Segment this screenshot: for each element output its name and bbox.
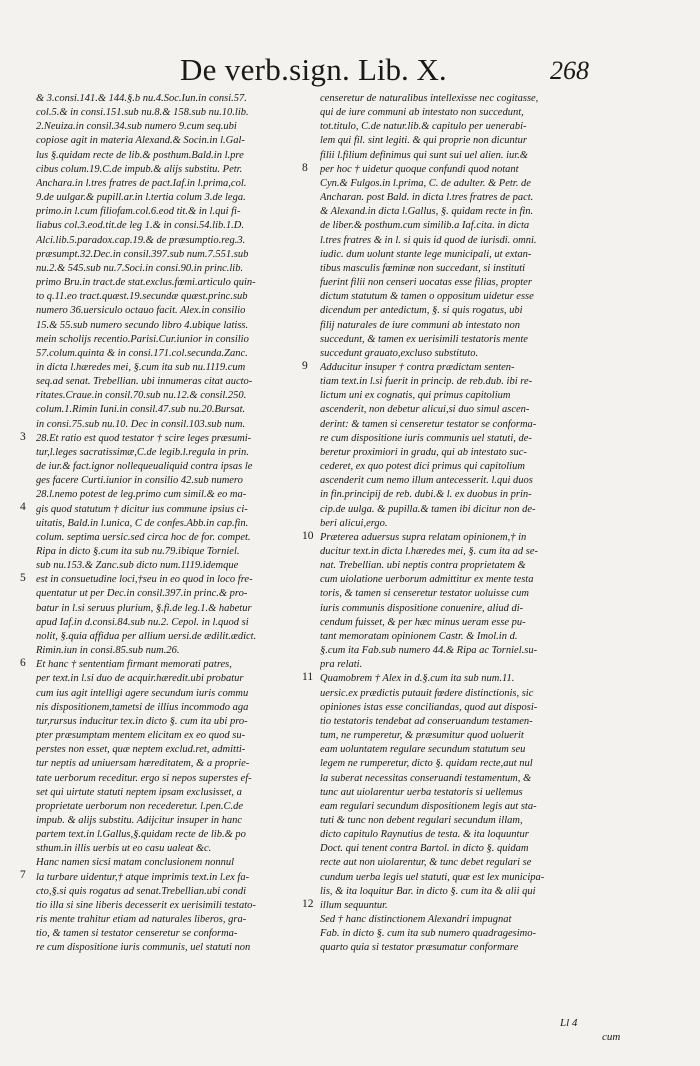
text-line: de iur.& fact.ignor nollequeualiquid contra ipsas le [36, 461, 253, 473]
text-line: recte aut non uiolarentur, & tunc debet regulari se [320, 857, 532, 869]
text-line: censeretur de naturalibus intellexisse nec cogitasse, [320, 93, 539, 104]
text-line: cendum fuisset, & per hæc minus ueram esse pu- [320, 616, 526, 628]
text-line: Doct. qui tenent contra Bartol. in dicto §. quidam [320, 843, 529, 855]
right-text-column [320, 92, 590, 956]
text-line: qui de iure communi ab intestato non succedunt, [320, 107, 524, 119]
margin-note-number: 4 [20, 501, 26, 514]
text-line: cto,§.si quis rogatus ad senat.Trebellian.ubi condi [36, 885, 247, 897]
text-line: Alci.lib.5.paradox.cap.19.& de præsumptio.reg.3. [36, 234, 246, 246]
text-line: beri alicui,ergo. [320, 517, 388, 529]
text-line: per hoc † uidetur quoque confundi quod notant [320, 163, 519, 175]
text-line: opiniones istas esse conciliandas, quod aut disposi- [320, 701, 538, 713]
text-line: succedunt grauato,excluso substituto. [320, 347, 479, 359]
text-line: tot.titulo, C.de natur.lib.& capitulo per uenerabi- [320, 121, 527, 133]
margin-note-number: 11 [302, 671, 314, 684]
text-line: 2.Neuiza.in consil.34.sub numero 9.cum seq.ubi [36, 121, 237, 133]
text-line: cibus colum.19.C.de impub.& alijs substitu. Petr. [36, 163, 243, 175]
text-line: illum sequuntur. [320, 899, 388, 911]
text-line: uitatis, Bald.in l.unica, C de confes.Abb.in cap.fin. [36, 517, 249, 529]
text-line: Quamobrem † Alex in d.§.cum ita sub num.11. [320, 673, 515, 685]
text-line: ges facere Curti.iunior in consilio 42.sub numero [36, 475, 243, 487]
margin-note-number: 5 [20, 572, 26, 585]
text-line: cum uiolatione uerborum admittitur ex mente testa [320, 574, 534, 586]
text-line: Sed † hanc distinctionem Alexandri impugnat [320, 914, 512, 926]
running-header [180, 52, 620, 92]
text-line: mein scholijs recentio.Parisi.Cur.iunior in consilio [36, 333, 249, 345]
text-line: 57.colum.quinta & in consi.171.col.secunda.Zanc. [36, 347, 248, 359]
text-line: l.tres fratres & in l. si quis id quod de iurisdi. omni. [320, 234, 537, 246]
text-line: nu.2.& 545.sub nu.7.Soci.in consi.90.in princ.lib. [36, 262, 244, 274]
text-line: filii l.filium definimus qui sunt sui uel alien. iur.& [320, 149, 528, 161]
text-line: Rimin.iun in consi.85.sub num.26. [36, 645, 180, 657]
text-line: filij naturales de iure communi ab intestato non [320, 319, 520, 331]
text-line: lus §.quidam recte de lib.& posthum.Bald.in l.pre [36, 149, 244, 161]
margin-note-number: 6 [20, 657, 26, 669]
text-line: lis, & ita loquitur Bar. in dicto §. cum ita & alii qui [320, 885, 536, 897]
book-number: Lib. X. [358, 52, 447, 87]
text-line: tur,rursus inducitur tex.in dicto §. cum ita ubi pro- [36, 715, 248, 727]
margin-note-number: 7 [20, 869, 26, 882]
text-line: succedunt, & tamen ex uerisimili testatoris mente [320, 333, 528, 345]
text-line: tibus masculis fœminæ non succedant, si instituti [320, 262, 526, 274]
text-line: la suberat necessitas conseruandi testamentum, & [320, 772, 532, 784]
text-line: dictum statutum & tamen o oppositum uidetur esse [320, 291, 534, 303]
text-line: nis dispositionem,tametsi de illius incommodo aga [36, 701, 249, 713]
text-line: eam regulari secundum dispositionem legis aut sta- [320, 800, 537, 812]
text-line: uersic.ex prædictis putauit fœdere distinctionis, sic [320, 687, 534, 699]
text-line: per text.in l.si duo de acquir.hæredit.ubi probatur [36, 673, 244, 685]
text-line: Cyn.& Fulgos.in l.prima, C. de adulter. & Petr. de [320, 177, 531, 189]
text-line: Ancharan. post Bald. in dicta l.tres fratres de pact. [320, 192, 534, 204]
signature-mark: Ll 4 [560, 1017, 578, 1029]
text-line: partem text.in l.Gallus,§.quidam recte de lib.& po [36, 829, 246, 841]
text-line: cum ius agit intelligi agere secundum iuris commu [36, 687, 249, 699]
text-line: & Alexand.in dicta l.Gallus, §. quidam recte in fin. [320, 206, 534, 218]
margin-note-number: 9 [302, 359, 308, 372]
text-line: lictum uni ex cognatis, qui primus capitolium [320, 390, 511, 402]
text-line: est in consuetudine loci,†seu in eo quod in loco fre- [36, 574, 253, 586]
text-line: ducitur text.in dicta l.hæredes mei, §. cum ita ad se- [320, 546, 539, 557]
text-line: set qui uirtute statuti neptem ipsam exclusisset, a [36, 786, 242, 798]
text-line: cip.de uulga. & pupilla.& tamen ibi dicitur non de- [320, 503, 536, 515]
text-line: toris, & tamen si censeretur testator uoluisse cum [320, 588, 530, 600]
text-line: dicendum per antedictum, §. si quis rogatus, ubi [320, 305, 523, 317]
text-line: beretur proximiori in gradu, qui ab intestato suc- [320, 446, 527, 458]
text-line: to q.11.eo tract.quæst.19.secundæ quæst.princ.sub [36, 291, 248, 303]
text-line: lem qui fil. sint legiti. & qui proprie non dicuntur [320, 135, 527, 147]
text-line: sub nu.153.& Zanc.sub dicto num.1119.idemque [36, 560, 239, 572]
text-line: tur,l.leges sacratissimæ,C.de legib.l.regula in prin. [36, 446, 249, 458]
text-line: cundum uerba legis uel statuti, quæ est lex municipa- [320, 871, 545, 883]
text-line: iuris communis dispositione conuenire, aliud di- [320, 602, 524, 614]
text-line: liabus col.3.eod.tit.de leg 1.& in consi.54.lib.1.D. [36, 220, 244, 232]
text-line: tant memoratam opinionem Castr. & Imol.in d. [320, 630, 518, 642]
text-line: dicto capitulo Raynutius de testa. & ita loquuntur [320, 829, 529, 841]
text-line: præsumpt.32.Dec.in consil.397.sub num.7.551.sub [36, 248, 249, 260]
text-line: la turbare uidentur,† atque imprimis text.in l.ex fa- [36, 871, 250, 883]
text-line: in fin.principij de reb. dubi.& l. ex duobus in prin- [320, 489, 532, 501]
text-line: ascenderit, non debetur alicui,si duo simul ascen- [320, 404, 530, 416]
text-line: de liber.& posthum.cum similib.a Iaf.cita. in dicta [320, 220, 530, 232]
text-line: legem ne rumperetur, dicto §. quidam recte,aut nul [320, 758, 533, 770]
catchword: cum [602, 1031, 621, 1043]
text-line: Præterea aduersus supra relatam opinionem,† in [320, 531, 527, 543]
running-title: De verb.sign. [180, 52, 351, 87]
text-line: pra relati. [320, 659, 363, 671]
text-line: copiose agit in materia Alexand.& Socin.in l.Gal- [36, 135, 245, 147]
text-line: batur in l.si seruus plurium, §.fi.de leg.1.& habetur [36, 602, 252, 614]
text-line: Adducitur insuper † contra prædictam senten- [320, 361, 515, 373]
page-footer [560, 1017, 660, 1047]
text-line: tiam text.in l.si fuerit in princip. de reb.dub. ibi re- [320, 376, 533, 388]
text-line: Anchara.in l.tres fratres de pact.Iaf.in l.prima,col. [36, 177, 247, 189]
text-line: ritates.Craue.in consil.70.sub nu.12.& consil.250. [36, 390, 247, 402]
text-line: tunc aut uiolarentur uerba testatoris si uellemus [320, 786, 523, 798]
text-line: fuerint filii non censeri uocatas esse filias, propter [320, 277, 532, 289]
text-line: Fab. in dicto §. cum ita sub numero quadragesimo- [320, 928, 537, 940]
text-line: Et hanc † sententiam firmant memorati patres, [36, 659, 232, 671]
margin-note-number: 10 [302, 529, 314, 542]
text-line: in consi.75.sub nu.10. Dec in consil.103.sub num. [36, 418, 246, 430]
text-line: nat. Trebellian. ubi neptis contra proprietatem & [320, 560, 526, 572]
text-line: Ripa in dicto §.cum ita sub nu.79.ibique Torniel. [36, 546, 240, 557]
text-line: quentatur ut per Dec.in consil.397.in princ.& pro- [36, 588, 248, 600]
text-line: in dicta l.hæredes mei, §.cum ita sub nu.1119.cum [36, 361, 246, 373]
text-line: re cum dispositione iuris communis, uel statuti non [36, 942, 251, 954]
margin-note-number: 8 [302, 161, 308, 174]
margin-note-number: 12 [302, 897, 314, 910]
text-line: impub. & alijs substitu. Adijcitur insuper in hanc [36, 814, 243, 826]
text-line: iudic. dum uolunt stante lege municipali, ut extan- [320, 248, 532, 260]
text-line: tate uerborum receditur. ergo si nepos superstes ef- [36, 772, 252, 784]
text-line: perstes non esset, quæ neptem exclud.ret, admitti- [36, 744, 246, 756]
text-line: tio testatoris tendebat ad conseruandum testamen- [320, 715, 533, 727]
text-line: colum.1.Rimin Iuni.in consil.47.sub nu.20.Bursat. [36, 404, 246, 416]
text-line: 28.Et ratio est quod testator † scire leges præsumi- [36, 432, 252, 444]
margin-note-number: 3 [20, 430, 26, 443]
text-line: gis quod statutum † dicitur ius commune ipsius ci- [36, 503, 248, 515]
text-line: colum. septima uersic.sed circa hoc de for. compet. [36, 531, 251, 543]
text-line: col.5.& in consi.151.sub nu.8.& 158.sub nu.10.lib. [36, 107, 249, 119]
text-line: 15.& 55.sub numero secundo libro 4.ubique latiss. [36, 319, 249, 331]
text-line: primo.in l.cum filiofam.col.6.eod tit.& in l.qui fi- [36, 206, 241, 218]
text-line: ascenderit cum nemo illum antecesserit. l.qui duos [320, 475, 533, 487]
text-line: primo Bru.in tract.de stat.exclus.fœmi.articulo quin- [36, 277, 256, 289]
left-text-column [36, 92, 306, 956]
text-line: tur neptis ad uniuersam hæreditatem, & a proprie- [36, 758, 250, 770]
text-line: 28.l.nemo potest de leg.primo cum simil.& eo ma- [36, 489, 247, 501]
text-line: numero 36.uersiculo octauo facit. Alex.in consilio [36, 305, 246, 317]
text-line: tio, & tamen si testator censeretur se conforma- [36, 928, 238, 940]
page-number: 268 [550, 56, 589, 85]
text-line: proprietate uerborum non recederetur. l.pen.C.de [36, 800, 244, 812]
text-line: tio illa si sine liberis decesserit ex uerisimili testato- [36, 899, 256, 911]
text-line: pter præsumptam mentem elicitam ex eo quod su- [36, 730, 246, 742]
text-line: §.cum ita Fab.sub numero 44.& Ripa ac Torniel.su- [320, 645, 538, 657]
text-line: eam uoluntatem regulare secundum statutum seu [320, 744, 526, 756]
text-line: quarto quia si testator præsumatur conformare [320, 942, 519, 954]
text-line: ris mente trahitur etiam ad naturales liberos, gra- [36, 914, 247, 926]
text-line: Hanc namen sicsi matam conclusionem nonnul [36, 857, 235, 869]
text-line: seq.ad senat. Trebellian. ubi innumeras citat aucto- [36, 376, 253, 388]
text-line: sthum.in illis uerbis ut eo casu ualeat &c. [36, 843, 212, 855]
text-line: tum, ne rumperetur, & præsumitur quod uoluerit [320, 730, 524, 742]
text-line: & 3.consi.141.& 144.§.b nu.4.Soc.Iun.in consi.57. [36, 93, 247, 104]
text-line: nolit, §.quia affidua per allium uersi.de ædilit.ædict. [36, 630, 257, 642]
text-line: derint: & tamen si censeretur testator se conforma- [320, 418, 537, 430]
text-line: cederet, ex quo potest dici primus qui capitolium [320, 461, 525, 473]
text-line: apud Iaf.in d.consi.84.sub nu.2. Cepol. in l.quod si [36, 616, 249, 628]
text-line: re cum dispositione iuris communis uel statuti, de- [320, 432, 532, 444]
text-line: 9.de uulgar.& pupill.ar.in l.tertia colum 3.de lega. [36, 192, 246, 204]
text-line: tuti & tunc non debent regulari secundum illam, [320, 814, 523, 826]
